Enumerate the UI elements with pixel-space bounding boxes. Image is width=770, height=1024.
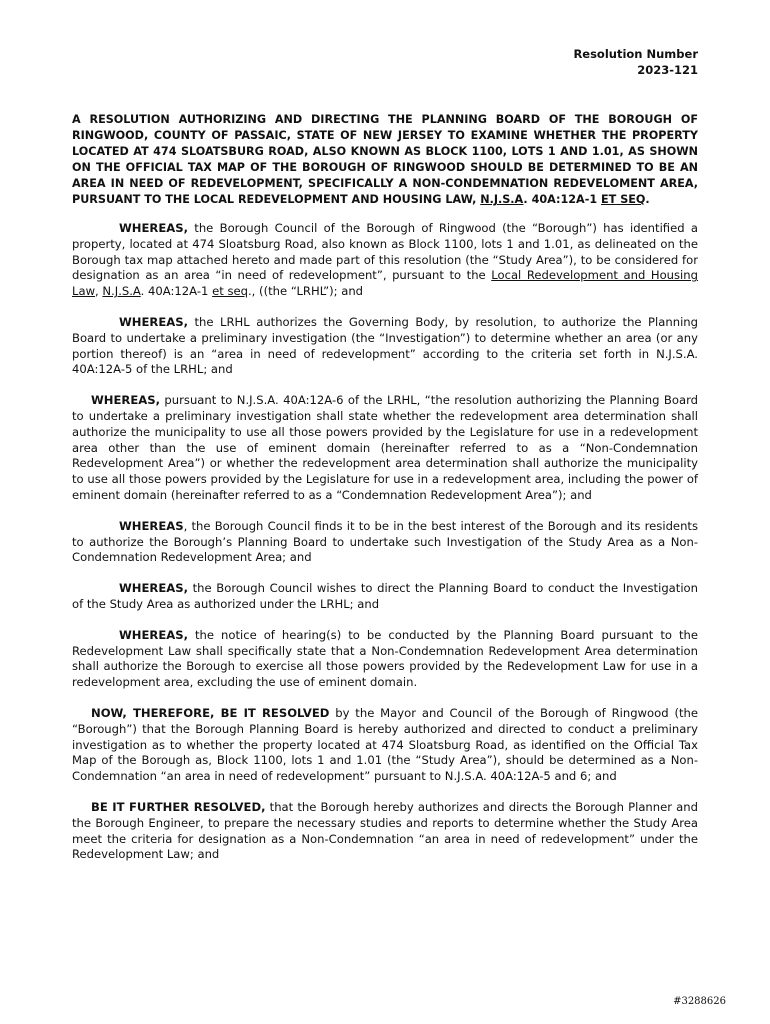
paragraph-end: ., ((the “LRHL”); and <box>248 284 364 299</box>
paragraph-text: , the Borough Council finds it to be in the best interest of the Borough and its residents to authorize the Borough’s Planning Board to undertake such Investigation of the Study Area as a Non-Condemnation Redevelopment Area; and <box>72 518 698 565</box>
whereas-lead: WHEREAS, <box>119 314 188 329</box>
whereas-lead: WHEREAS <box>119 518 184 533</box>
section-ref: . 40A:12A-1 <box>140 284 213 299</box>
et-seq-ref: et seq <box>212 284 248 299</box>
resolved-paragraph <box>72 706 698 785</box>
resolution-number-label: Resolution Number <box>573 47 698 61</box>
whereas-paragraph-3 <box>72 393 698 504</box>
paragraph-text: pursuant to N.J.S.A. 40A:12A-6 of the LRHL, “the resolution authorizing the Planning Board to undertake a preliminary investigation shall state whether the redevelopment area determination shall authorize the municipality to use all those powers provided by the Legislature for use in a redevelopment area other than the use of eminent domain (hereinafter referred to as a “Non-Condemnation Redevelopment Area”) or whether the redevelopment area determination shall authorize the municipality to use all those powers provided by the Legislature for use in a redevelopment area, including the power of eminent domain (hereinafter referred to as a “Condemnation Redevelopment Area”); and <box>72 393 698 502</box>
title-et-seq: ET SEQ <box>601 193 646 206</box>
whereas-paragraph-2 <box>72 315 698 378</box>
paragraph-text: by the Mayor and Council of the Borough of Ringwood (the “Borough”) that the Borough Planning Board is hereby authorized and directed to conduct a preliminary investigation as to whether the property located at 474 Sloatsburg Road, as identified on the Official Tax Map of the Borough as, Block 1100, lots 1 and 1.01 (the “Study Area”), should be determined as a Non-Condemnation “an area in need of redevelopment” pursuant to N.J.S.A. 40A:12A-5 and 6; and <box>72 705 698 784</box>
paragraph-text: that the Borough hereby authorizes and directs the Borough Planner and the Borough Engineer, to prepare the necessary studies and reports to determine whether the Study Area meet the criteria for designation as a Non-Condemnation “an area in need of redevelopment” under the Redevelopment Law; and <box>72 799 698 862</box>
whereas-lead: WHEREAS, <box>119 581 188 596</box>
resolution-number-value: 2023-121 <box>637 63 698 77</box>
paragraph-text: the notice of hearing(s) to be conducted by the Planning Board pursuant to the Redevelopment Law shall specifically state that a Non-Condemnation Redevelopment Area determination shall authorize the Borough to exercise all those powers provided by the Redevelopment Law for use in a redevelopment area, excluding the use of eminent domain. <box>72 627 698 690</box>
whereas-paragraph-5 <box>72 581 698 613</box>
whereas-paragraph-1 <box>72 221 698 300</box>
separator: , <box>95 284 103 299</box>
whereas-lead: WHEREAS, <box>91 393 160 408</box>
title-text: A RESOLUTION AUTHORIZING AND DIRECTING THE PLANNING BOARD OF THE BOROUGH OF RINGWOOD, COUNTY OF PASSAIC, STATE OF NEW JERSEY TO EXAMINE WHETHER THE PROPERTY LOCATED AT 474 SLOATSBURG ROAD, ALSO KNOWN AS BLOCK 1100, LOTS 1 AND 1.01, AS SHOWN ON THE OFFICIAL TAX MAP OF THE BOROUGH OF RINGWOOD SHOULD BE DETERMINED TO BE AN AREA IN NEED OF REDEVELOPMENT, SPECIFICALLY A NON-CONDEMNATION REDEVELOMENT AREA, PURSUANT TO THE LOCAL REDEVELOPMENT AND HOUSING LAW, <box>72 113 698 206</box>
whereas-lead: WHEREAS, <box>119 627 188 642</box>
document-id: #3288626 <box>673 996 726 1007</box>
resolution-title <box>72 112 698 208</box>
further-resolved-paragraph <box>72 800 698 863</box>
paragraph-text: the LRHL authorizes the Governing Body, by resolution, to authorize the Planning Board to undertake a preliminary investigation (the “Investigation”) to determine whether an area (or any portion thereof) is an “area in need of redevelopment” according to the criteria set forth in N.J.S.A. 40A:12A-5 of the LRHL; and <box>72 314 698 377</box>
law-name: Local Redevelopment and Housing Law <box>72 268 698 299</box>
njsa-ref: N.J.S.A <box>102 284 141 299</box>
resolution-header <box>573 46 698 78</box>
paragraph-text: the Borough Council wishes to direct the Planning Board to conduct the Investigation of the Study Area as authorized under the LRHL; and <box>72 581 698 611</box>
title-njsa: N.J.S.A <box>480 193 524 206</box>
document-body <box>72 112 698 878</box>
whereas-paragraph-6 <box>72 628 698 691</box>
paragraph-text: the Borough Council of the Borough of Ringwood (the “Borough”) has identified a property, located at 474 Sloatsburg Road, also known as Block 1100, lots 1 and 1.01, as delineated on the Borough tax map attached hereto and made part of this resolution (the “Study Area”), to be considered for designation as an area “in need of redevelopment”, pursuant to the <box>72 221 698 283</box>
title-end: . <box>645 193 650 206</box>
whereas-paragraph-4 <box>72 519 698 566</box>
further-resolved-lead: BE IT FURTHER RESOLVED, <box>91 799 266 814</box>
resolved-lead: NOW, THEREFORE, BE IT RESOLVED <box>91 705 330 720</box>
whereas-lead: WHEREAS, <box>119 221 188 235</box>
title-section: . 40A:12A-1 <box>523 193 602 206</box>
